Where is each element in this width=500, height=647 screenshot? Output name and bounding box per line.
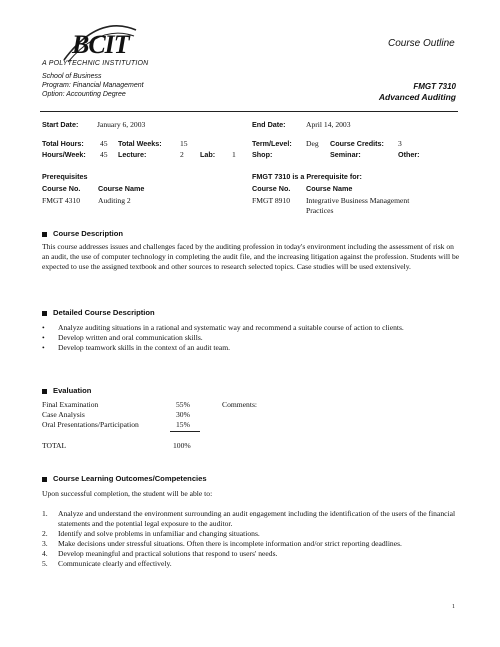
prereq-heading: Prerequisites [42, 172, 88, 181]
description-heading [42, 229, 123, 238]
start-date-label: Start Date: [42, 120, 79, 129]
other-label: Other: [398, 150, 420, 159]
eval-item: Case Analysis [42, 410, 85, 419]
list-item: • Develop written and oral communication skills. [42, 333, 203, 342]
total-weeks-label: Total Weeks: [118, 139, 162, 148]
course-credits-value: 3 [398, 139, 402, 148]
list-item: 4. Develop meaningful and practical solutions that respond to users' needs. [42, 549, 278, 558]
description-heading-text: Course Description [53, 229, 124, 238]
term-level-value: Deg [306, 139, 319, 148]
eval-pct: 30% [176, 410, 190, 419]
list-item: 2. Identify and solve problems in unfamiliar and changing situations. [42, 529, 260, 538]
eval-pct: 55% [176, 400, 190, 409]
school-name: School of Business [42, 73, 102, 80]
description-text: This course addresses issues and challenges faced by the auditing profession in today's environment including the assessment of risk on an audit, the use of computer technology in completing the audit file, and the increasing litigation against the profession. Students will be expected to use the assigned textbook and other sources to research selected topics. Case studies will be used extensively. [42, 242, 460, 271]
prereq-for-col-no: Course No. [252, 184, 291, 193]
lecture-value: 2 [180, 150, 184, 159]
prereq-for-row-name: Integrative Business Management Practices [306, 196, 410, 215]
outcomes-heading-text: Course Learning Outcomes/Competencies [53, 474, 207, 483]
outcomes-heading [42, 474, 207, 483]
bcit-logo [58, 20, 138, 64]
section-marker-icon [42, 232, 47, 237]
course-credits-label: Course Credits: [330, 139, 384, 148]
prereq-col-name: Course Name [98, 184, 145, 193]
program-name: Program: Financial Management [42, 82, 144, 89]
end-date-value: April 14, 2003 [306, 120, 351, 129]
term-level-label: Term/Level: [252, 139, 292, 148]
start-date-value: January 6, 2003 [97, 120, 146, 129]
total-hours-value: 45 [100, 139, 108, 148]
evaluation-heading-text: Evaluation [53, 386, 92, 395]
section-marker-icon [42, 389, 47, 394]
option-name: Option: Accounting Degree [42, 91, 126, 98]
detailed-list [42, 323, 460, 353]
doc-type: Course Outline [388, 38, 455, 49]
section-marker-icon [42, 311, 47, 316]
eval-item: Final Examination [42, 400, 99, 409]
seminar-label: Seminar: [330, 150, 361, 159]
eval-total-label: TOTAL [42, 441, 67, 450]
detailed-heading-text: Detailed Course Description [53, 308, 155, 317]
prereq-for-heading: FMGT 7310 is a Prerequisite for: [252, 172, 362, 181]
hours-week-label: Hours/Week: [42, 150, 86, 159]
list-item: 1. Analyze and understand the environment surrounding an audit engagement including the identification of the users of the financial statements and the potential legal exposure to the auditor. [42, 509, 456, 528]
eval-total-rule [170, 431, 200, 432]
evaluation-heading [42, 386, 91, 395]
page-number: 1 [452, 604, 455, 610]
list-item: • Develop teamwork skills in the context of an audit team. [42, 343, 231, 352]
lab-value: 1 [232, 150, 236, 159]
lab-label: Lab: [200, 150, 216, 159]
eval-pct: 15% [176, 420, 190, 429]
detailed-heading [42, 308, 155, 317]
prereq-row-name: Auditing 2 [98, 196, 131, 205]
list-item: 3. Make decisions under stressful situations. Often there is incomplete information and/or strict reporting deadlines. [42, 539, 402, 548]
list-item: 5. Communicate clearly and effectively. [42, 559, 172, 568]
prereq-for-row-no: FMGT 8910 [252, 196, 291, 205]
outcomes-list [42, 509, 460, 569]
tagline: A POLYTECHNIC INSTITUTION [42, 60, 149, 67]
list-item: • Analyze auditing situations in a rational and systematic way and recommend a suitable course of action to clients. [42, 323, 404, 332]
eval-comments-label: Comments: [222, 400, 258, 409]
section-marker-icon [42, 477, 47, 482]
logo-text: BCIT [72, 30, 129, 59]
course-title: Advanced Auditing [378, 92, 456, 102]
prereq-row-no: FMGT 4310 [42, 196, 81, 205]
total-weeks-value: 15 [180, 139, 188, 148]
course-code: FMGT 7310 [413, 82, 456, 91]
prereq-col-no: Course No. [42, 184, 81, 193]
end-date-label: End Date: [252, 120, 286, 129]
eval-total-pct: 100% [173, 441, 191, 450]
hours-week-value: 45 [100, 150, 108, 159]
outcomes-intro: Upon successful completion, the student will be able to: [42, 489, 213, 498]
prereq-for-col-name: Course Name [306, 184, 353, 193]
eval-item: Oral Presentations/Participation [42, 420, 139, 429]
total-hours-label: Total Hours: [42, 139, 84, 148]
shop-label: Shop: [252, 150, 273, 159]
lecture-label: Lecture: [118, 150, 147, 159]
header-divider [40, 111, 458, 112]
